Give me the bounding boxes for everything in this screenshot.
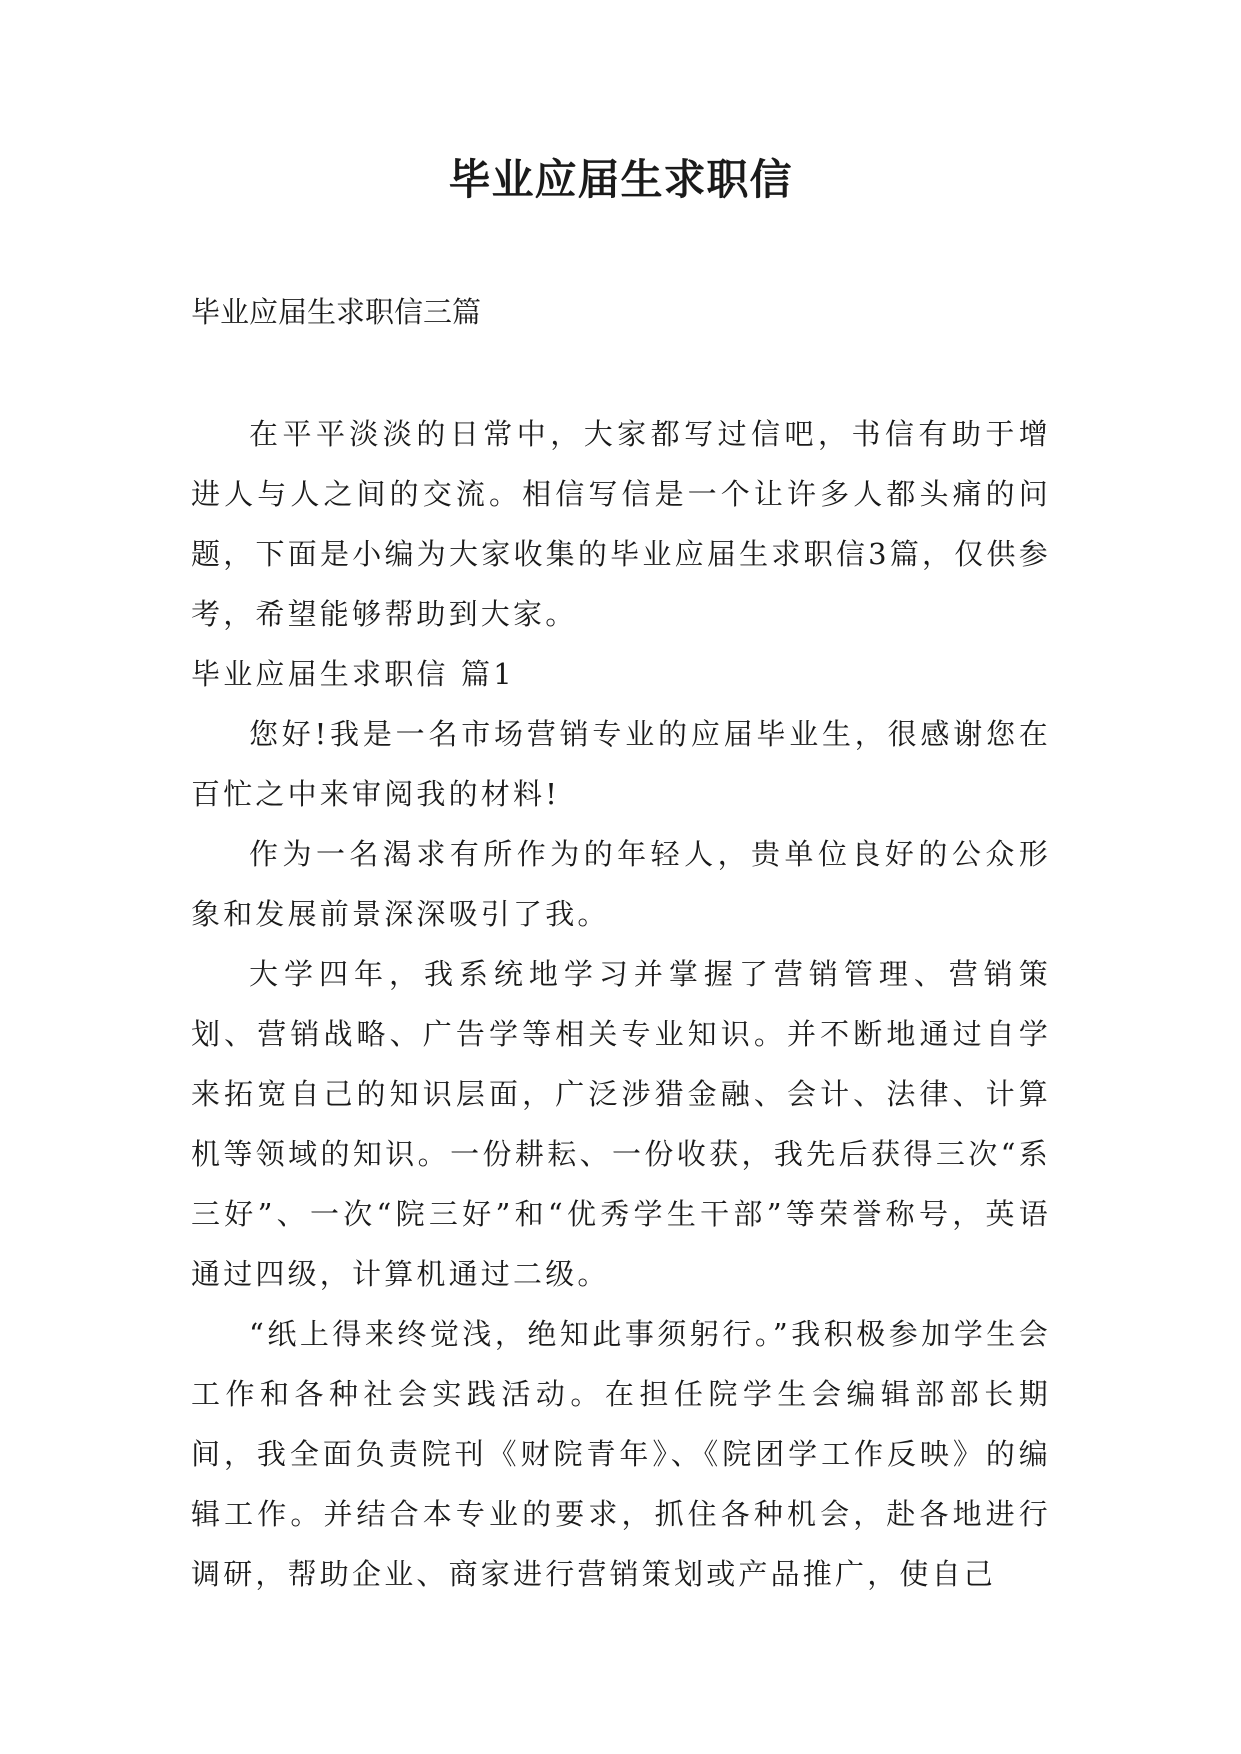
document-body <box>191 404 1051 1604</box>
document-title: 毕业应届生求职信 <box>448 155 793 204</box>
section-heading: 毕业应届生求职信 篇1 <box>191 657 515 691</box>
body-paragraph: 大学四年，我系统地学习并掌握了营销管理、营销策划、营销战略、广告学等相关专业知识。并不断地通过自学来拓宽自己的知识层面，广泛涉猎金融、会计、法律、计算机等领域的知识。一份耕耘、一份收获，我先后获得三次“系三好”、一次“院三好”和“优秀学生干部”等荣誉称号，英语通过四级，计算机通过二级。 <box>191 957 1051 1291</box>
body-paragraph: 作为一名渴求有所作为的年轻人，贵单位良好的公众形象和发展前景深深吸引了我。 <box>191 837 1051 931</box>
body-paragraph: “纸上得来终觉浅，绝知此事须躬行。”我积极参加学生会工作和各种社会实践活动。在担任院学生会编辑部部长期间，我全面负责院刊《财院青年》、《院团学工作反映》的编辑工作。并结合本专业的要求，抓住各种机会，赴各地进行调研，帮助企业、商家进行营销策划或产品推广，使自己 <box>191 1317 1051 1591</box>
body-paragraph: 您好!我是一名市场营销专业的应届毕业生，很感谢您在百忙之中来审阅我的材料! <box>191 717 1051 811</box>
intro-paragraph: 在平平淡淡的日常中，大家都写过信吧，书信有助于增进人与人之间的交流。相信写信是一个让许多人都头痛的问题，下面是小编为大家收集的毕业应届生求职信3篇，仅供参考，希望能够帮助到大家。 <box>191 417 1051 631</box>
document-subtitle: 毕业应届生求职信三篇 <box>191 295 482 329</box>
